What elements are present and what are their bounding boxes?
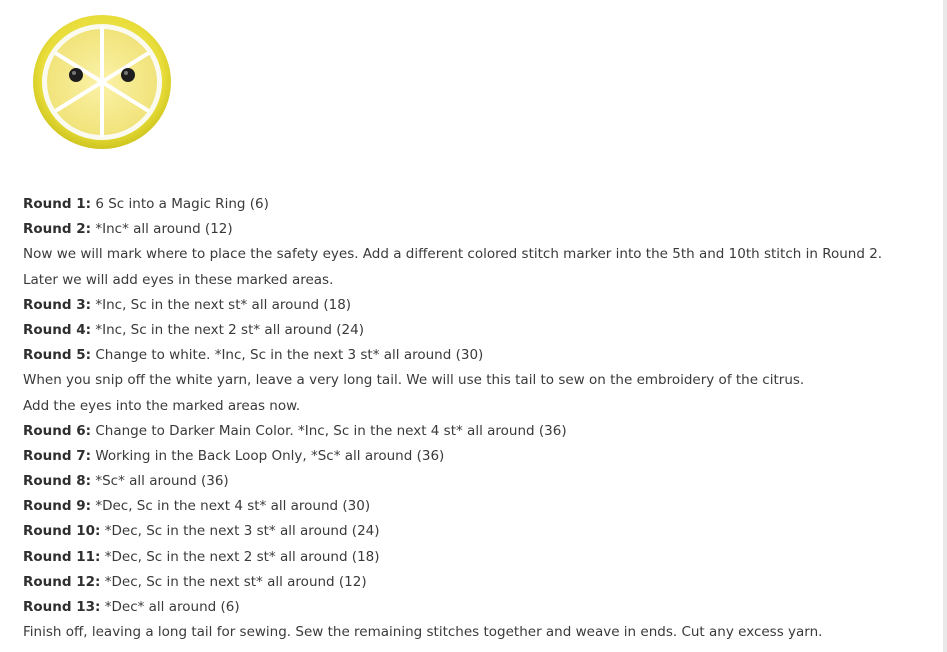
- round-label: Round 2:: [23, 221, 92, 238]
- round-label: Round 8:: [23, 473, 92, 490]
- pattern-round-line: [23, 570, 938, 595]
- pattern-note-line: [23, 620, 938, 645]
- pattern-note-line: [23, 268, 938, 293]
- round-instruction: Change to white. *Inc, Sc in the next 3 st* all around (30): [91, 347, 484, 364]
- pattern-round-line: [23, 192, 938, 217]
- round-instruction: *Dec* all around (6): [100, 599, 240, 615]
- round-label: Round 11:: [23, 548, 101, 565]
- round-instruction: Now we will mark where to place the safety eyes. Add a different colored stitch marker into the 5th and 10th stitch in Round 2.: [23, 246, 883, 263]
- pattern-round-line: [23, 343, 938, 368]
- round-label: Round 7:: [23, 447, 92, 464]
- round-instruction: *Inc, Sc in the next st* all around (18): [91, 296, 352, 313]
- pattern-round-line: [23, 545, 938, 570]
- round-label: Round 5:: [23, 347, 92, 364]
- round-label: Round 3:: [23, 296, 92, 313]
- round-instruction: Working in the Back Loop Only, *Sc* all around (36): [91, 447, 445, 464]
- pattern-round-line: [23, 494, 938, 519]
- round-instruction: When you snip off the white yarn, leave a very long tail. We will use this tail to sew on the embroidery of the citrus.: [23, 372, 805, 389]
- round-instruction: Later we will add eyes in these marked areas.: [23, 271, 334, 288]
- pattern-note-line: [23, 368, 938, 393]
- round-label: Round 13:: [23, 599, 101, 615]
- round-instruction: *Dec, Sc in the next 2 st* all around (18): [100, 548, 380, 565]
- pattern-round-line: [23, 444, 938, 469]
- pattern-note-line: [23, 394, 938, 419]
- round-label: Round 1:: [23, 196, 92, 212]
- pattern-round-line: [23, 595, 938, 620]
- round-label: Round 9:: [23, 498, 92, 515]
- round-instruction: *Dec, Sc in the next st* all around (12): [100, 573, 367, 590]
- pattern-round-line: [23, 469, 938, 494]
- lemon-amigurumi-image: [30, 12, 175, 152]
- pattern-round-line: [23, 318, 938, 343]
- round-instruction: *Dec, Sc in the next 4 st* all around (30): [91, 498, 371, 515]
- pattern-round-line: [23, 293, 938, 318]
- round-instruction: *Dec, Sc in the next 3 st* all around (24): [100, 523, 380, 540]
- round-instruction: Finish off, leaving a long tail for sewing. Sew the remaining stitches together and weave in ends. Cut any excess yarn.: [23, 624, 823, 641]
- round-instruction: Add the eyes into the marked areas now.: [23, 397, 301, 414]
- round-label: Round 4:: [23, 321, 92, 338]
- pattern-round-line: [23, 519, 938, 544]
- round-instruction: 6 Sc into a Magic Ring (6): [91, 196, 269, 212]
- round-instruction: *Inc, Sc in the next 2 st* all around (24): [91, 321, 364, 338]
- round-instruction: *Sc* all around (36): [91, 473, 229, 490]
- round-label: Round 10:: [23, 523, 101, 540]
- round-label: Round 6:: [23, 422, 92, 439]
- round-instruction: Change to Darker Main Color. *Inc, Sc in the next 4 st* all around (36): [91, 422, 567, 439]
- page-scrollbar[interactable]: [943, 0, 947, 652]
- pattern-note-line: [23, 242, 938, 267]
- pattern-round-line: [23, 419, 938, 444]
- pattern-round-line: [23, 217, 938, 242]
- round-label: Round 12:: [23, 573, 101, 590]
- crochet-pattern-instructions: [23, 192, 938, 645]
- round-instruction: *Inc* all around (12): [91, 221, 233, 238]
- crochet-lemon-slice-icon: [30, 12, 175, 152]
